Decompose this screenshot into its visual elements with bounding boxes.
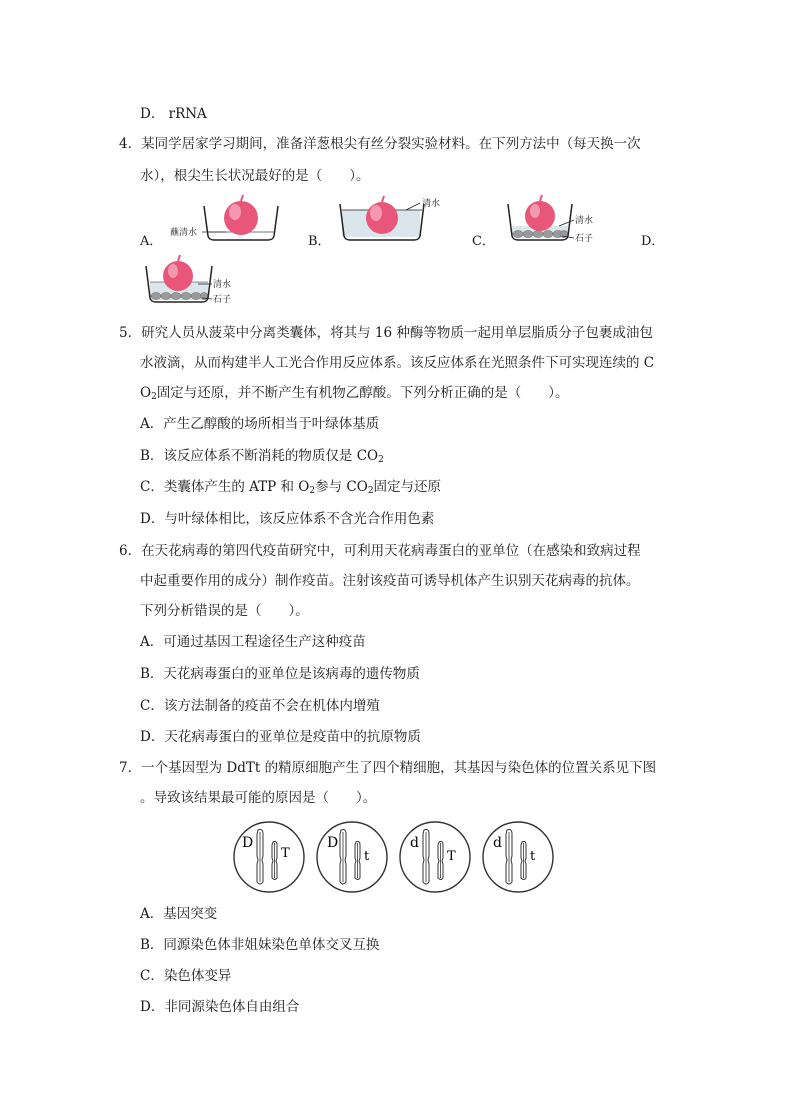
q5-stem-line3-sub: 2 bbox=[151, 392, 157, 402]
q3-option-d: D． rRNA bbox=[140, 106, 207, 122]
q5-option-b bbox=[140, 446, 384, 470]
q7-option-a: A．基因突变 bbox=[140, 906, 218, 922]
q5-option-c-text-a: C．类囊体产生的 ATP 和 O bbox=[140, 479, 310, 495]
q6-option-a: A．可通过基因工程途径生产这种疫苗 bbox=[140, 634, 366, 650]
q5-option-b-sub: 2 bbox=[378, 455, 384, 465]
q4-stem-line1: 4．某同学居家学习期间，准备洋葱根尖有丝分裂实验材料。在下列方法中（每天换一次 bbox=[119, 136, 641, 152]
q4-figure-a bbox=[164, 196, 284, 246]
q4-option-a-letter: A． bbox=[140, 234, 163, 249]
q6-option-d: D．天花病毒蛋白的亚单位是疫苗中的抗原物质 bbox=[140, 729, 421, 745]
q4-c-label-water: 清水 bbox=[575, 216, 594, 226]
q4-b-label-water: 清水 bbox=[422, 199, 441, 209]
q6-option-b: B．天花病毒蛋白的亚单位是该病毒的遗传物质 bbox=[140, 666, 420, 682]
q7-cell-4 bbox=[481, 820, 555, 894]
q5-stem-line1: 5．研究人员从菠菜中分离类囊体，将其与 16 种酶等物质一起用单层脂质分子包裹成油包 bbox=[119, 325, 653, 341]
q7-cell-1-gene1: D bbox=[242, 835, 254, 851]
q5-option-c-sub1: 2 bbox=[309, 486, 316, 496]
q5-option-c-text-b: 参与 CO bbox=[315, 479, 368, 495]
q5-stem-line3-a: O bbox=[140, 385, 152, 401]
q4-d-label-stone: 石子 bbox=[213, 295, 232, 305]
q4-figure-d bbox=[142, 258, 252, 308]
q6-stem-line3: 下列分析错误的是（ ）。 bbox=[140, 603, 309, 619]
q4-stem-line2: 水），根尖生长状况最好的是（ ）。 bbox=[140, 168, 370, 184]
q7-cell-3-gene2: T bbox=[447, 849, 456, 864]
q4-option-c-letter: C． bbox=[472, 234, 495, 249]
q7-cell-2 bbox=[315, 820, 389, 894]
q7-cell-4-gene1: d bbox=[493, 835, 502, 851]
q6-option-c: C．该方法制备的疫苗不会在机体内增殖 bbox=[140, 698, 380, 714]
q4-c-label-stone: 石子 bbox=[575, 234, 594, 244]
q4-option-d-letter: D． bbox=[641, 234, 665, 249]
q4-option-b-letter: B． bbox=[308, 234, 331, 249]
q4-figure-b bbox=[336, 196, 456, 246]
q7-cell-1-gene2: T bbox=[281, 846, 290, 861]
q7-cell-3-gene1: d bbox=[410, 835, 419, 851]
q6-stem-line2: 中起重要作用的成分）制作疫苗。注射该疫苗可诱导机体产生识别天花病毒的抗体。 bbox=[140, 573, 640, 589]
q7-option-c: C．染色体变异 bbox=[140, 968, 232, 984]
q7-stem-line1: 7．一个基因型为 DdTt 的精原细胞产生了四个精细胞，其基因与染色体的位置关系见下图 bbox=[119, 760, 657, 776]
q7-cell-3 bbox=[398, 820, 472, 894]
q4-figure-c bbox=[504, 196, 614, 246]
q5-stem-line2: 水液滴，从而构建半人工光合作用反应体系。该反应体系在光照条件下可实现连续的 C bbox=[140, 355, 655, 371]
q5-option-c-sub2: 2 bbox=[367, 486, 374, 496]
q4-a-label-water: 蘸清水 bbox=[170, 228, 198, 238]
q7-stem-line2: 。导致该结果最可能的原因是（ ）。 bbox=[140, 790, 377, 806]
q7-cell-1 bbox=[232, 820, 306, 894]
q5-stem-line3 bbox=[140, 383, 569, 407]
q7-cell-4-gene2: t bbox=[530, 849, 536, 864]
q4-d-label-water: 清水 bbox=[213, 280, 232, 290]
q5-option-c-text-c: 固定与还原 bbox=[373, 479, 442, 495]
q6-stem-line1: 6．在天花病毒的第四代疫苗研究中，可利用天花病毒蛋白的亚单位（在感染和致病过程 bbox=[119, 543, 641, 559]
q7-cell-2-gene1: D bbox=[327, 835, 339, 851]
q5-option-d: D．与叶绿体相比，该反应体系不含光合作用色素 bbox=[140, 511, 435, 527]
q5-option-a: A．产生乙醇酸的场所相当于叶绿体基质 bbox=[140, 416, 380, 432]
q5-option-b-text: B．该反应体系不断消耗的物质仅是 CO bbox=[140, 448, 379, 464]
q7-cell-2-gene2: t bbox=[364, 849, 370, 864]
q5-option-c bbox=[140, 477, 441, 501]
q5-stem-line3-b: 固定与还原，并不断产生有机物乙醇酸。下列分析正确的是（ ）。 bbox=[156, 385, 569, 401]
q7-option-b: B．同源染色体非姐妹染色单体交叉互换 bbox=[140, 937, 380, 953]
q7-option-d: D．非同源染色体自由组合 bbox=[140, 999, 300, 1015]
